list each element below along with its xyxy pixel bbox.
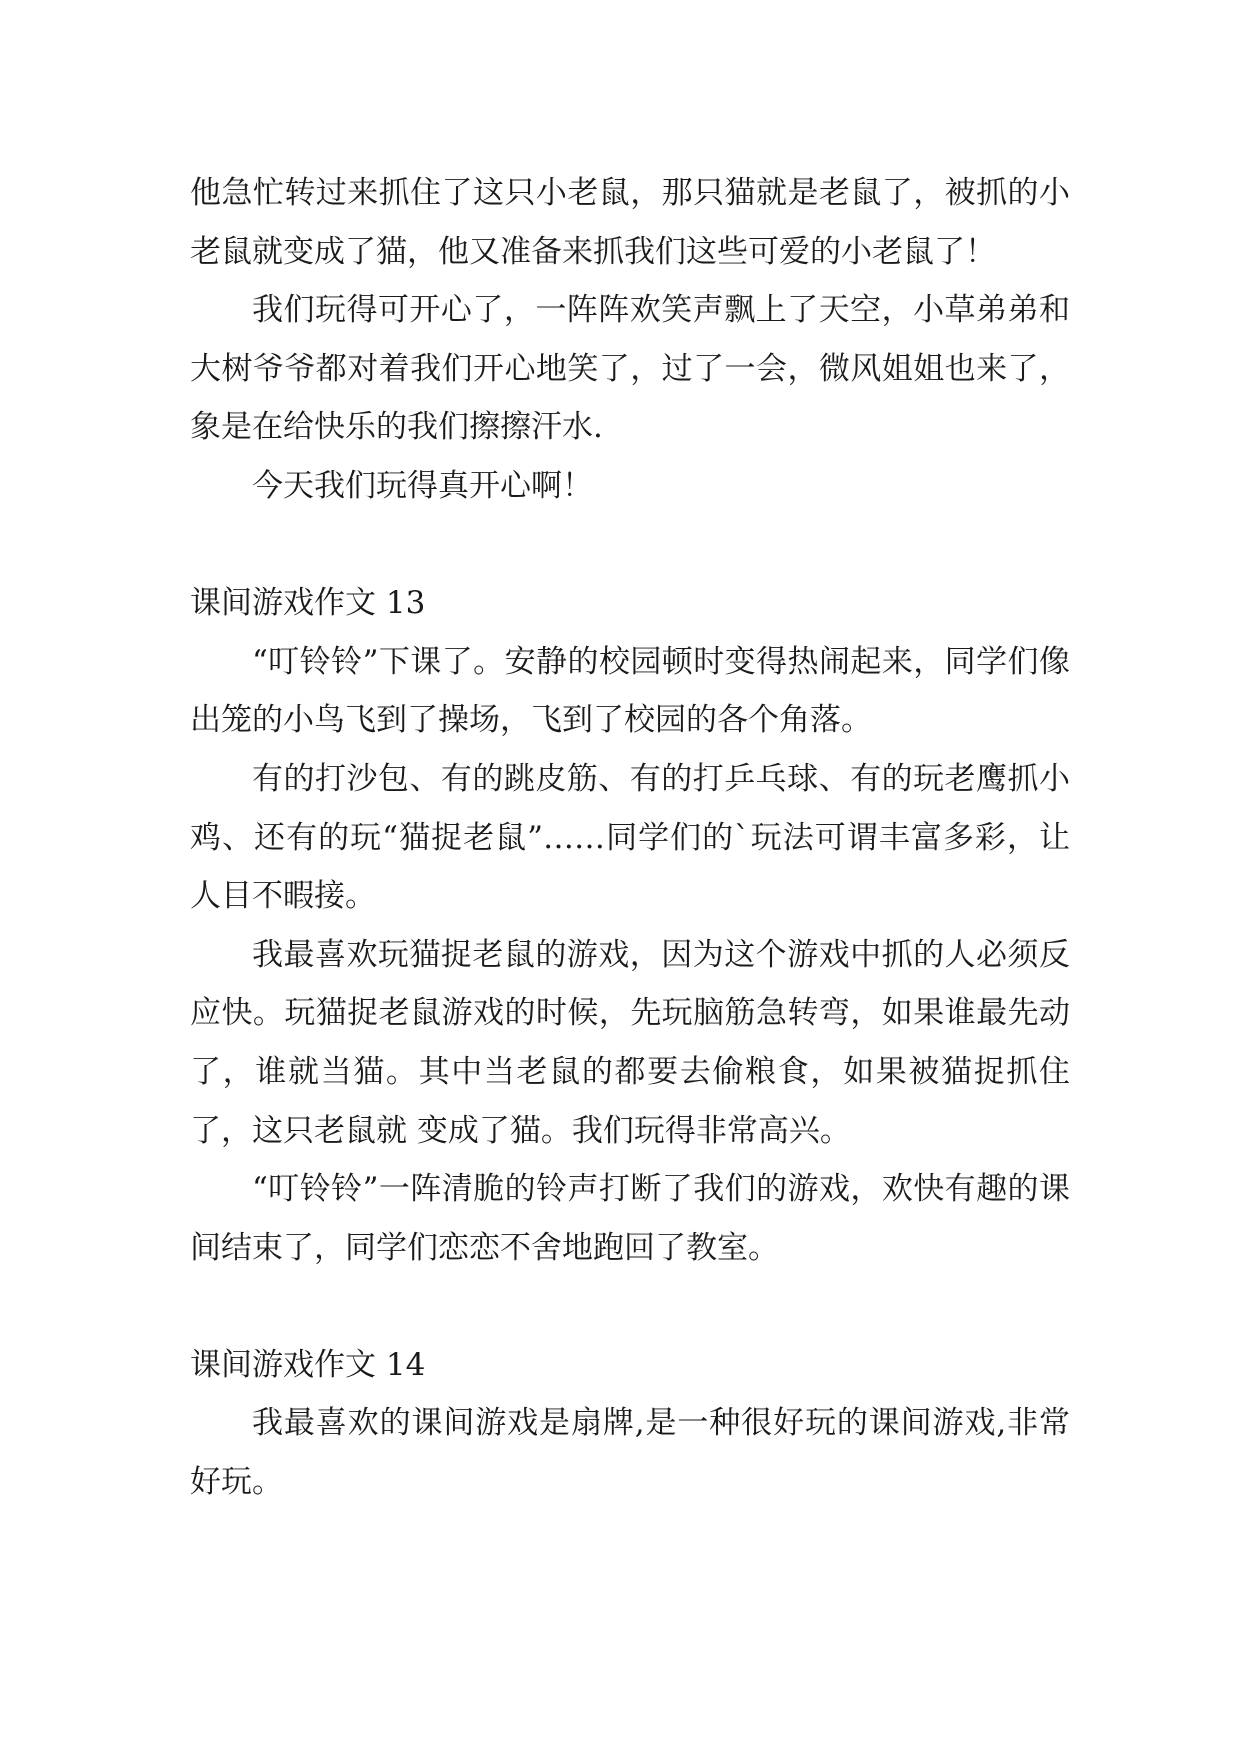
paragraph: “叮铃铃”一阵清脆的铃声打断了我们的游戏，欢快有趣的课间结束了，同学们恋恋不舍地跑回了教室。 xyxy=(190,1171,1070,1266)
paragraph: “叮铃铃”下课了。安静的校园顿时变得热闹起来，同学们像出笼的小鸟飞到了操场，飞到了校园的各个角落。 xyxy=(190,643,1070,739)
paragraph: 我最喜欢玩猫捉老鼠的游戏，因为这个游戏中抓的人必须反应快。玩猫捉老鼠游戏的时候，先玩脑筋急转弯，如果谁最先动了，谁就当猫。其中当老鼠的都要去偷粮食，如果被猫捉抓住了，这只老鼠就 变成了猫。我们玩得非常高兴。 xyxy=(190,936,1070,1149)
paragraph: 他急忙转过来抓住了这只小老鼠，那只猫就是老鼠了，被抓的小老鼠就变成了猫，他又准备来抓我们这些可爱的小老鼠了！ xyxy=(190,175,1070,270)
paragraph: 我最喜欢的课间游戏是扇牌,是一种很好玩的课间游戏,非常好玩。 xyxy=(190,1405,1070,1501)
section-title: 课间游戏作文 14 xyxy=(190,1346,426,1383)
section-title: 课间游戏作文 13 xyxy=(190,585,426,622)
document-body xyxy=(190,164,1070,1512)
section-spacer xyxy=(190,516,1070,575)
paragraph: 我们玩得可开心了，一阵阵欢笑声飘上了天空，小草弟弟和大树爷爷都对着我们开心地笑了，过了一会，微风姐姐也来了，象是在给快乐的我们擦擦汗水. xyxy=(190,292,1070,446)
section-spacer xyxy=(190,1277,1070,1336)
paragraph: 今天我们玩得真开心啊！ xyxy=(252,467,593,504)
paragraph: 有的打沙包、有的跳皮筋、有的打乒乓球、有的玩老鹰抓小鸡、还有的玩“猫捉老鼠”……同学们的`玩法可谓丰富多彩，让人目不暇接。 xyxy=(190,760,1070,915)
